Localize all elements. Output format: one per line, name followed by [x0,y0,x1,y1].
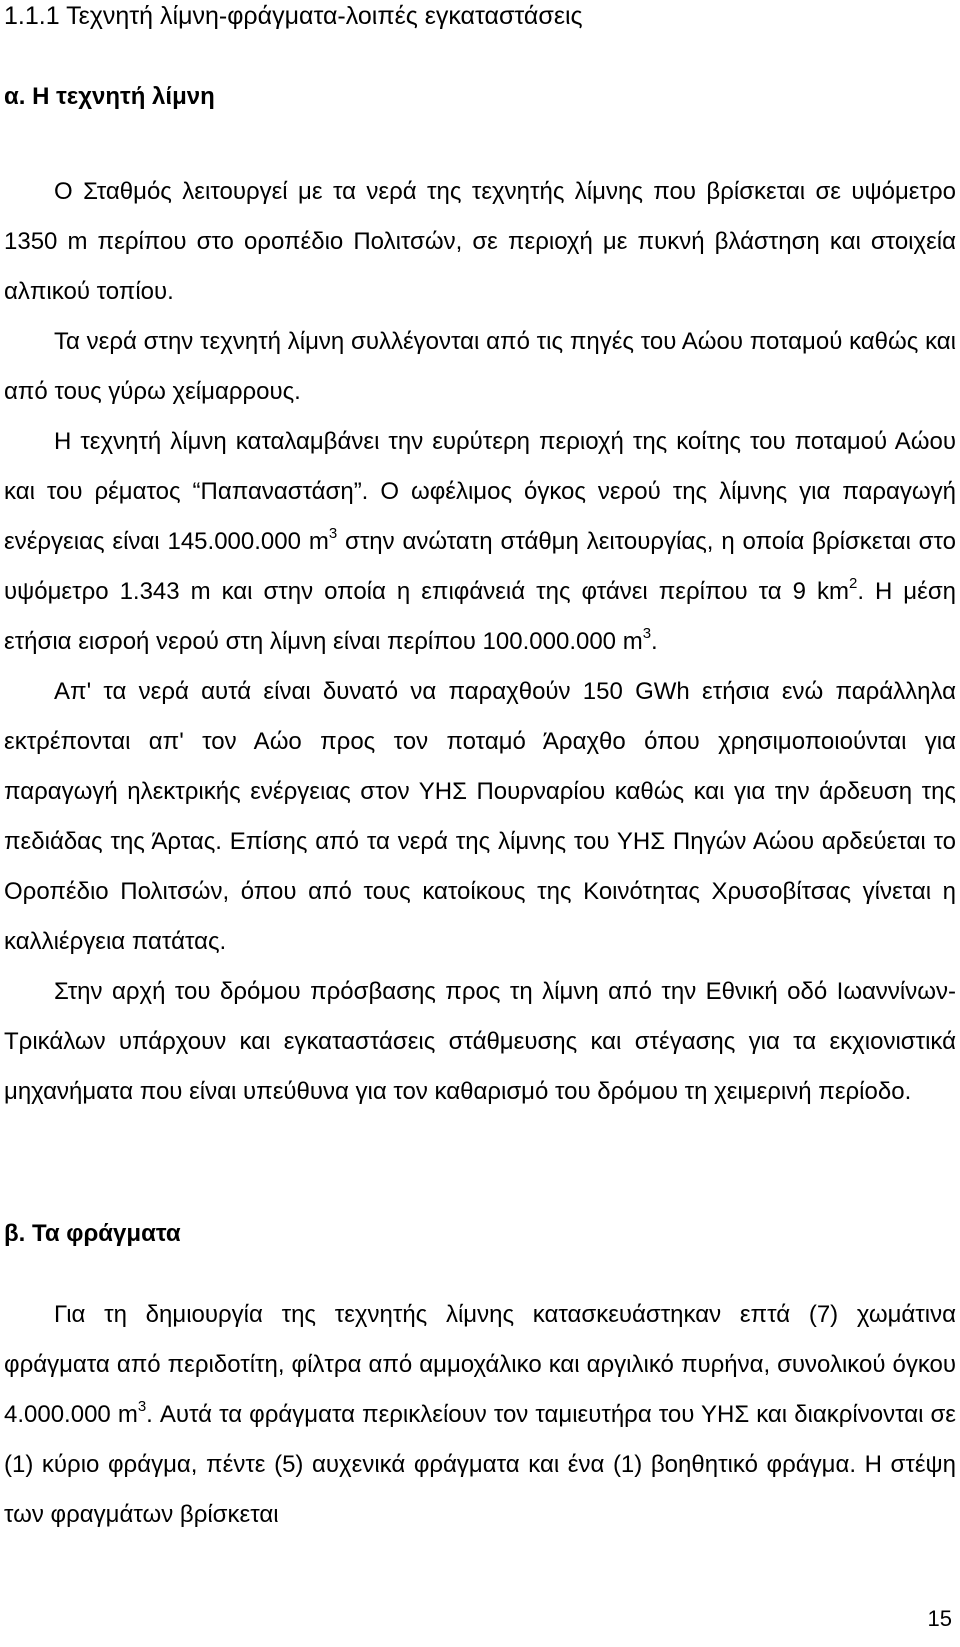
lake-volume-text-4: . [651,628,658,655]
lake-volume-text-2: στην ανώτατη στάθμη λειτουργίας, η οποία βρίσκεται στο υψόμετρο 1.343 m και στην οποία η επιφάνειά της φτάνει περίπου τα 9 km [4,528,956,605]
paragraph-access-road: Στην αρχή του δρόμου πρόσβασης προς τη λίμνη από την Εθνική οδό Ιωαννίνων-Τρικάλων υπάρχουν και εγκαταστάσεις στάθμευσης και στέγασης για τα εκχιονιστικά μηχανήματα που είναι υπεύθυνα για τον καθαρισμό του δρόμου τη χειμερινή περίοδο. [4,978,956,1105]
paragraph-dams [4,1290,956,1540]
superscript-cubic-1: 3 [328,525,338,542]
superscript-cubic-2: 3 [642,625,652,642]
paragraph-energy-irrigation: Απ' τα νερά αυτά είναι δυνατό να παραχθούν 150 GWh ετήσια ενώ παράλληλα εκτρέπονται απ' τον Αώο προς τον ποταμό Άραχθο όπου χρησιμοποιούνται για παραγωγή ηλεκτρικής ενέργειας στον ΥΗΣ Πουρναρίου καθώς και για την άρδευση της πεδιάδας της Άρτας. Επίσης από τα νερά της λίμνης του ΥΗΣ Πηγών Αώου αρδεύεται το Οροπέδιο Πολιτσών, όπου από τους κατοίκους της Κοινότητας Χρυσοβίτσας γίνεται η καλλιέργεια πατάτας. [4,678,956,955]
superscript-cubic-3: 3 [137,1398,147,1415]
dams-text-block [4,1290,956,1540]
dams-text-1: Για τη δημιουργία της τεχνητής λίμνης κατασκευάστηκαν επτά (7) χωμάτινα φράγματα από περιδοτίτη, φίλτρα από αμμοχάλικο και αργιλικό πυρήνα, συνολικού όγκου 4.000.000 m [4,1301,956,1428]
dams-text-2: . Αυτά τα φράγματα περικλείουν τον ταμιευτήρα του ΥΗΣ και διακρίνονται σε (1) κύριο φράγμα, πέντε (5) αυχενικά φράγματα και ένα (1) βοηθητικό φράγμα. Η στέψη των φραγμάτων βρίσκεται [4,1401,957,1528]
lake-text-block [4,167,956,1117]
page-number: 15 [927,1606,952,1631]
superscript-square: 2 [848,575,858,592]
subsection-a-title: α. Η τεχνητή λίμνη [4,83,215,110]
lake-volume-text-1: Η τεχνητή λίμνη καταλαμβάνει την ευρύτερη περιοχή της κοίτης του ποταμού Αώου και του ρέματος “Παπαναστάση”. Ο ωφέλιμος όγκος νερού της λίμνης για παραγωγή ενέργειας είναι 145.000.000 m [4,428,956,555]
section-title: 1.1.1 Τεχνητή λίμνη-φράγματα-λοιπές εγκαταστάσεις [4,2,583,30]
lake-volume-text-3: . Η μέση ετήσια εισροή νερού στη λίμνη είναι περίπου 100.000.000 m [4,578,956,655]
paragraph-lake-volume [4,417,956,667]
paragraph-water-sources: Τα νερά στην τεχνητή λίμνη συλλέγονται από τις πηγές του Αώου ποταμού καθώς και από τους γύρω χείμαρρους. [4,328,956,405]
subsection-b-title: β. Τα φράγματα [4,1220,181,1247]
paragraph-station: Ο Σταθμός λειτουργεί με τα νερά της τεχνητής λίμνης που βρίσκεται σε υψόμετρο 1350 m περίπου στο οροπέδιο Πολιτσών, σε περιοχή με πυκνή βλάστηση και στοιχεία αλπικού τοπίου. [4,178,956,305]
